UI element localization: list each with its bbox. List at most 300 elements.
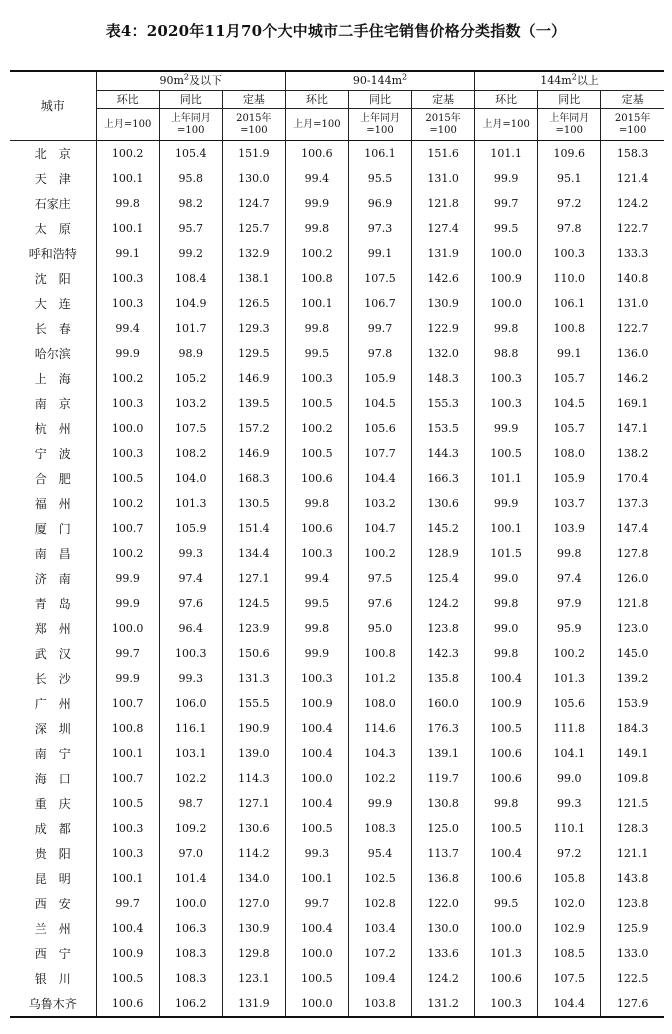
index-value: 100.6 [475,866,538,891]
index-value: 146.2 [601,366,664,391]
index-value: 100.4 [285,916,348,941]
city-name: 广 州 [34,697,71,711]
index-value: 97.9 [538,591,601,616]
city-name: 成 都 [34,822,71,836]
sub-header-fixed-base: 定基 [601,91,664,109]
city-name: 乌鲁木齐 [10,991,96,1017]
index-value: 100.6 [475,741,538,766]
index-value: 100.2 [538,641,601,666]
index-value: 133.6 [412,941,475,966]
index-value: 114.2 [222,841,285,866]
index-value: 125.4 [412,566,475,591]
index-value: 107.7 [348,441,411,466]
index-value: 124.2 [412,591,475,616]
index-value: 99.8 [475,641,538,666]
index-value: 108.0 [348,691,411,716]
index-value: 95.7 [159,216,222,241]
index-value: 99.9 [285,641,348,666]
table-row [10,891,664,916]
city-name: 西 宁 [34,947,71,961]
index-value: 123.9 [222,616,285,641]
index-value: 100.6 [285,141,348,167]
city-name: 宁 波 [34,447,71,461]
index-value: 96.9 [348,191,411,216]
city-name: 杭 州 [34,422,71,436]
index-value: 146.9 [222,441,285,466]
index-value: 99.0 [475,566,538,591]
index-value: 153.9 [601,691,664,716]
index-value: 108.3 [159,966,222,991]
index-value: 95.0 [348,616,411,641]
index-value: 104.0 [159,466,222,491]
index-value: 122.0 [412,891,475,916]
table-row [10,916,664,941]
index-value: 155.5 [222,691,285,716]
index-value: 99.5 [285,591,348,616]
index-value: 97.0 [159,841,222,866]
index-value: 100.0 [96,616,159,641]
index-value: 142.6 [412,266,475,291]
index-value: 99.0 [475,616,538,641]
index-value: 142.3 [412,641,475,666]
index-value: 100.9 [475,266,538,291]
index-value: 151.4 [222,516,285,541]
index-value: 100.0 [475,916,538,941]
index-value: 97.2 [538,841,601,866]
index-value: 131.2 [412,991,475,1017]
index-value: 96.4 [159,616,222,641]
index-value: 105.9 [159,516,222,541]
index-value: 105.7 [538,416,601,441]
table-row [10,341,664,366]
table-row [10,941,664,966]
index-value: 100.3 [96,391,159,416]
city-name: 合 肥 [34,472,71,486]
index-value: 123.8 [601,891,664,916]
index-value: 100.6 [285,466,348,491]
city-name: 济 南 [34,572,71,586]
index-value: 99.9 [96,341,159,366]
city-name: 长 春 [34,322,71,336]
index-value: 99.8 [96,191,159,216]
index-value: 108.3 [348,816,411,841]
table-row [10,416,664,441]
index-value: 104.5 [538,391,601,416]
index-value: 103.7 [538,491,601,516]
index-value: 99.8 [285,216,348,241]
index-value: 109.4 [348,966,411,991]
index-value: 108.3 [159,941,222,966]
sub-header-mom: 环比 [96,91,159,109]
index-value: 143.8 [601,866,664,891]
index-value: 139.2 [601,666,664,691]
index-value: 100.2 [96,366,159,391]
index-value: 99.7 [475,191,538,216]
index-value: 102.0 [538,891,601,916]
index-value: 157.2 [222,416,285,441]
city-name: 兰 州 [34,922,71,936]
index-value: 153.5 [412,416,475,441]
index-value: 105.2 [159,366,222,391]
index-value: 99.7 [285,891,348,916]
index-value: 108.0 [538,441,601,466]
table-title: 表4：2020年11月70个大中城市二手住宅销售价格分类指数（一） [105,22,567,40]
table-row [10,866,664,891]
table-row [10,441,664,466]
index-value: 109.8 [601,766,664,791]
index-value: 100.3 [96,841,159,866]
table-row [10,816,664,841]
index-value: 99.7 [96,891,159,916]
index-value: 99.5 [475,216,538,241]
city-name: 重 庆 [34,797,71,811]
table-row [10,566,664,591]
index-value: 136.0 [601,341,664,366]
index-value: 106.3 [159,916,222,941]
city-name: 昆 明 [34,872,71,886]
index-value: 100.4 [96,916,159,941]
index-value: 105.9 [348,366,411,391]
index-value: 95.8 [159,166,222,191]
index-value: 121.8 [412,191,475,216]
index-value: 100.1 [285,291,348,316]
index-value: 131.9 [222,991,285,1017]
city-name: 沈 阳 [34,272,71,286]
index-value: 106.1 [348,141,411,167]
index-value: 102.2 [159,766,222,791]
index-value: 127.1 [222,566,285,591]
index-value: 100.4 [285,791,348,816]
index-value: 99.0 [538,766,601,791]
index-value: 99.4 [285,566,348,591]
index-value: 128.3 [601,816,664,841]
city-name: 南 京 [34,397,71,411]
index-value: 100.6 [285,516,348,541]
index-value: 101.2 [348,666,411,691]
index-value: 105.9 [538,466,601,491]
index-value: 97.8 [348,341,411,366]
index-value: 100.1 [475,516,538,541]
index-value: 104.3 [348,741,411,766]
table-row [10,716,664,741]
index-value: 139.5 [222,391,285,416]
index-value: 121.4 [601,166,664,191]
index-value: 100.1 [96,866,159,891]
index-value: 107.5 [538,966,601,991]
index-value: 100.1 [96,741,159,766]
city-name: 太 原 [34,222,71,236]
index-value: 97.3 [348,216,411,241]
index-value: 99.8 [285,491,348,516]
index-value: 126.0 [601,566,664,591]
index-value: 111.8 [538,716,601,741]
group-header-small: $90m^2$及以下 [96,71,285,91]
index-value: 100.5 [475,716,538,741]
index-value: 99.5 [285,341,348,366]
table-row [10,616,664,641]
base-label-prev-month: 上月=100 [96,109,159,141]
index-value: 99.9 [96,566,159,591]
index-value: 109.2 [159,816,222,841]
index-value: 100.5 [96,791,159,816]
index-value: 116.1 [159,716,222,741]
index-value: 130.5 [222,491,285,516]
index-value: 149.1 [601,741,664,766]
index-value: 100.3 [285,541,348,566]
index-value: 102.5 [348,866,411,891]
index-value: 105.7 [538,366,601,391]
index-value: 101.1 [475,141,538,167]
city-name: 呼和浩特 [28,247,77,261]
table-row [10,191,664,216]
city-column-header: 城市 [10,71,96,141]
index-value: 127.1 [222,791,285,816]
index-value: 100.4 [285,716,348,741]
index-value: 100.6 [475,766,538,791]
base-label-prev-year: 上年同月=100 [538,109,601,141]
index-value: 122.5 [601,966,664,991]
index-value: 99.8 [538,541,601,566]
index-value: 100.5 [96,466,159,491]
index-value: 121.8 [601,591,664,616]
city-name: 天 津 [34,172,71,186]
index-value: 104.4 [538,991,601,1017]
index-value: 100.1 [96,216,159,241]
index-value: 140.8 [601,266,664,291]
index-value: 123.1 [222,966,285,991]
index-value: 108.2 [159,441,222,466]
index-value: 104.9 [159,291,222,316]
index-value: 123.8 [412,616,475,641]
index-value: 176.3 [412,716,475,741]
index-value: 130.9 [412,291,475,316]
index-value: 101.3 [538,666,601,691]
index-value: 144.3 [412,441,475,466]
base-label-prev-year: 上年同月=100 [348,109,411,141]
index-value: 99.2 [159,241,222,266]
index-value: 125.9 [601,916,664,941]
index-value: 99.9 [96,591,159,616]
index-value: 100.5 [475,816,538,841]
city-name: 南 宁 [34,747,71,761]
index-value: 138.1 [222,266,285,291]
index-value: 100.5 [285,391,348,416]
index-value: 101.7 [159,316,222,341]
index-value: 106.0 [159,691,222,716]
base-label-prev-month: 上月=100 [285,109,348,141]
index-value: 158.3 [601,141,664,167]
table-row [10,766,664,791]
index-value: 137.3 [601,491,664,516]
table-row [10,541,664,566]
index-value: 101.4 [159,866,222,891]
index-value: 99.9 [285,191,348,216]
table-row [10,366,664,391]
index-value: 138.2 [601,441,664,466]
index-value: 184.3 [601,716,664,741]
index-value: 147.4 [601,516,664,541]
city-name: 北 京 [34,147,71,161]
city-name: 大 连 [34,297,71,311]
index-value: 99.9 [475,416,538,441]
index-value: 121.1 [601,841,664,866]
index-value: 100.3 [475,366,538,391]
index-value: 100.7 [96,766,159,791]
index-value: 105.8 [538,866,601,891]
city-name: 福 州 [34,497,71,511]
index-value: 106.1 [538,291,601,316]
index-value: 127.8 [601,541,664,566]
index-value: 124.7 [222,191,285,216]
index-value: 131.0 [601,291,664,316]
index-value: 110.1 [538,816,601,841]
index-value: 100.3 [96,441,159,466]
index-value: 100.1 [96,166,159,191]
table-row [10,991,664,1017]
index-value: 99.3 [285,841,348,866]
table-row [10,641,664,666]
index-value: 103.9 [538,516,601,541]
index-value: 101.5 [475,541,538,566]
city-name: 长 沙 [34,672,71,686]
sub-header-fixed-base: 定基 [412,91,475,109]
index-value: 97.6 [348,591,411,616]
base-label-2015: 2015年=100 [601,109,664,141]
city-name: 武 汉 [34,647,71,661]
index-value: 129.5 [222,341,285,366]
index-value: 155.3 [412,391,475,416]
index-value: 124.5 [222,591,285,616]
index-value: 146.9 [222,366,285,391]
table-row [10,691,664,716]
index-value: 100.0 [285,766,348,791]
sub-header-yoy: 同比 [159,91,222,109]
index-value: 97.4 [538,566,601,591]
index-value: 98.8 [475,341,538,366]
index-value: 100.7 [96,691,159,716]
index-value: 100.5 [475,441,538,466]
index-value: 103.2 [159,391,222,416]
index-value: 135.8 [412,666,475,691]
city-name: 海 口 [34,772,71,786]
index-value: 100.2 [285,416,348,441]
table-row [10,966,664,991]
index-value: 99.9 [475,491,538,516]
index-value: 126.5 [222,291,285,316]
index-value: 131.0 [412,166,475,191]
index-value: 104.4 [348,466,411,491]
table-row [10,516,664,541]
index-value: 100.3 [475,991,538,1017]
index-value: 169.1 [601,391,664,416]
index-value: 100.2 [96,541,159,566]
sub-header-yoy: 同比 [348,91,411,109]
table-row [10,791,664,816]
index-value: 99.1 [96,241,159,266]
base-label-2015: 2015年=100 [412,109,475,141]
index-value: 122.7 [601,216,664,241]
index-value: 100.8 [538,316,601,341]
index-value: 97.5 [348,566,411,591]
index-value: 105.4 [159,141,222,167]
index-value: 114.6 [348,716,411,741]
index-value: 99.4 [96,316,159,341]
index-value: 100.4 [475,666,538,691]
base-label-2015: 2015年=100 [222,109,285,141]
index-value: 131.9 [412,241,475,266]
index-value: 100.3 [96,291,159,316]
base-label-prev-year: 上年同月=100 [159,109,222,141]
index-value: 97.4 [159,566,222,591]
index-value: 100.0 [285,941,348,966]
index-value: 99.9 [96,666,159,691]
index-value: 113.7 [412,841,475,866]
index-value: 130.6 [412,491,475,516]
index-value: 100.6 [475,966,538,991]
table-row [10,466,664,491]
index-value: 99.7 [348,316,411,341]
index-value: 100.8 [96,716,159,741]
index-value: 97.2 [538,191,601,216]
table-row [10,741,664,766]
index-value: 109.6 [538,141,601,167]
index-value: 100.3 [538,241,601,266]
index-value: 151.6 [412,141,475,167]
index-value: 121.5 [601,791,664,816]
city-name: 郑 州 [34,622,71,636]
index-value: 99.8 [475,791,538,816]
table-row [10,291,664,316]
index-value: 95.1 [538,166,601,191]
index-value: 99.1 [538,341,601,366]
index-value: 100.0 [96,416,159,441]
city-name: 贵 阳 [34,847,71,861]
index-value: 130.6 [222,816,285,841]
index-value: 100.5 [96,966,159,991]
index-value: 127.6 [601,991,664,1017]
index-value: 104.7 [348,516,411,541]
index-value: 99.3 [538,791,601,816]
table-row [10,141,664,167]
index-value: 114.3 [222,766,285,791]
index-value: 100.0 [475,291,538,316]
table-row [10,241,664,266]
index-value: 100.9 [285,691,348,716]
index-value: 101.3 [159,491,222,516]
index-value: 131.3 [222,666,285,691]
index-value: 99.4 [285,166,348,191]
index-value: 105.6 [538,691,601,716]
index-value: 98.7 [159,791,222,816]
city-name: 哈尔滨 [34,347,71,361]
index-value: 99.3 [159,541,222,566]
price-index-table [10,70,664,1018]
index-value: 100.3 [96,266,159,291]
index-value: 124.2 [601,191,664,216]
index-value: 107.5 [159,416,222,441]
index-value: 99.8 [475,591,538,616]
index-value: 139.0 [222,741,285,766]
table-row [10,591,664,616]
index-value: 148.3 [412,366,475,391]
index-value: 101.3 [475,941,538,966]
index-value: 119.7 [412,766,475,791]
index-value: 139.1 [412,741,475,766]
index-value: 97.6 [159,591,222,616]
index-value: 103.2 [348,491,411,516]
index-value: 150.6 [222,641,285,666]
index-value: 100.8 [285,266,348,291]
